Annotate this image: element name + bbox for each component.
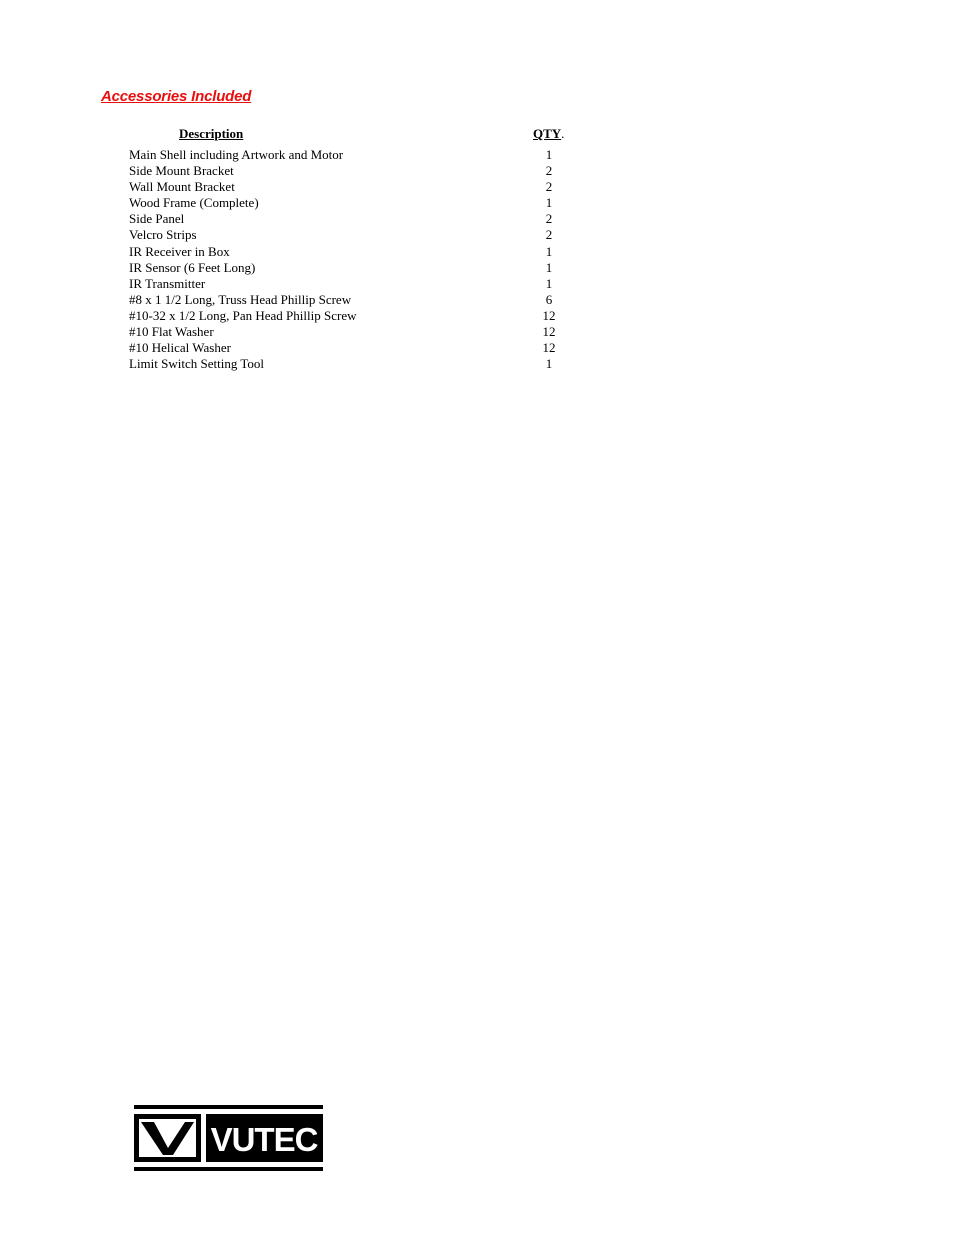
table-row (129, 292, 589, 308)
row-qty: 2 (545, 163, 553, 179)
accessories-table (129, 147, 589, 372)
row-qty: 2 (545, 179, 553, 195)
table-row (129, 324, 589, 340)
table-row (129, 276, 589, 292)
row-qty: 1 (545, 195, 553, 211)
row-qty: 1 (545, 147, 553, 162)
row-description: #8 x 1 1/2 Long, Truss Head Phillip Screw (129, 291, 352, 307)
table-row (129, 211, 589, 227)
table-row (129, 308, 589, 324)
row-qty: 2 (545, 227, 553, 243)
row-qty: 12 (542, 340, 556, 356)
row-description: Main Shell including Artwork and Motor (129, 147, 344, 162)
row-description: Velcro Strips (129, 227, 197, 243)
row-description: Wall Mount Bracket (129, 179, 235, 195)
row-qty: 1 (545, 356, 553, 372)
table-row (129, 244, 589, 260)
row-description: Side Panel (129, 211, 185, 227)
column-header-description: Description (179, 126, 244, 141)
table-row (129, 195, 589, 211)
row-qty: 2 (545, 211, 553, 227)
table-row (129, 147, 589, 163)
row-qty: 12 (542, 324, 556, 340)
row-description: IR Receiver in Box (129, 243, 230, 259)
qty-header-suffix: . (561, 126, 565, 141)
row-description: Limit Switch Setting Tool (129, 356, 264, 372)
row-description: #10 Flat Washer (129, 324, 214, 340)
table-row (129, 179, 589, 195)
row-qty: 6 (545, 291, 553, 307)
row-description: IR Transmitter (129, 275, 206, 291)
table-row (129, 356, 589, 372)
row-qty: 12 (542, 307, 556, 323)
row-qty: 1 (545, 259, 553, 275)
row-description: #10-32 x 1/2 Long, Pan Head Phillip Screw (129, 307, 357, 323)
row-description: Wood Frame (Complete) (129, 195, 259, 211)
qty-header-label: QTY (533, 126, 562, 141)
table-row (129, 227, 589, 243)
table-row (129, 260, 589, 276)
vutec-logo (134, 1105, 323, 1171)
vutec-logo-text: VUTEC (210, 1121, 318, 1158)
row-qty: 1 (545, 275, 553, 291)
column-header-qty (533, 126, 564, 142)
row-description: Side Mount Bracket (129, 163, 234, 179)
table-row (129, 340, 589, 356)
section-title: Accessories Included (101, 88, 252, 105)
table-row (129, 163, 589, 179)
row-description: #10 Helical Washer (129, 340, 231, 356)
row-qty: 1 (545, 243, 553, 259)
row-description: IR Sensor (6 Feet Long) (129, 259, 256, 275)
